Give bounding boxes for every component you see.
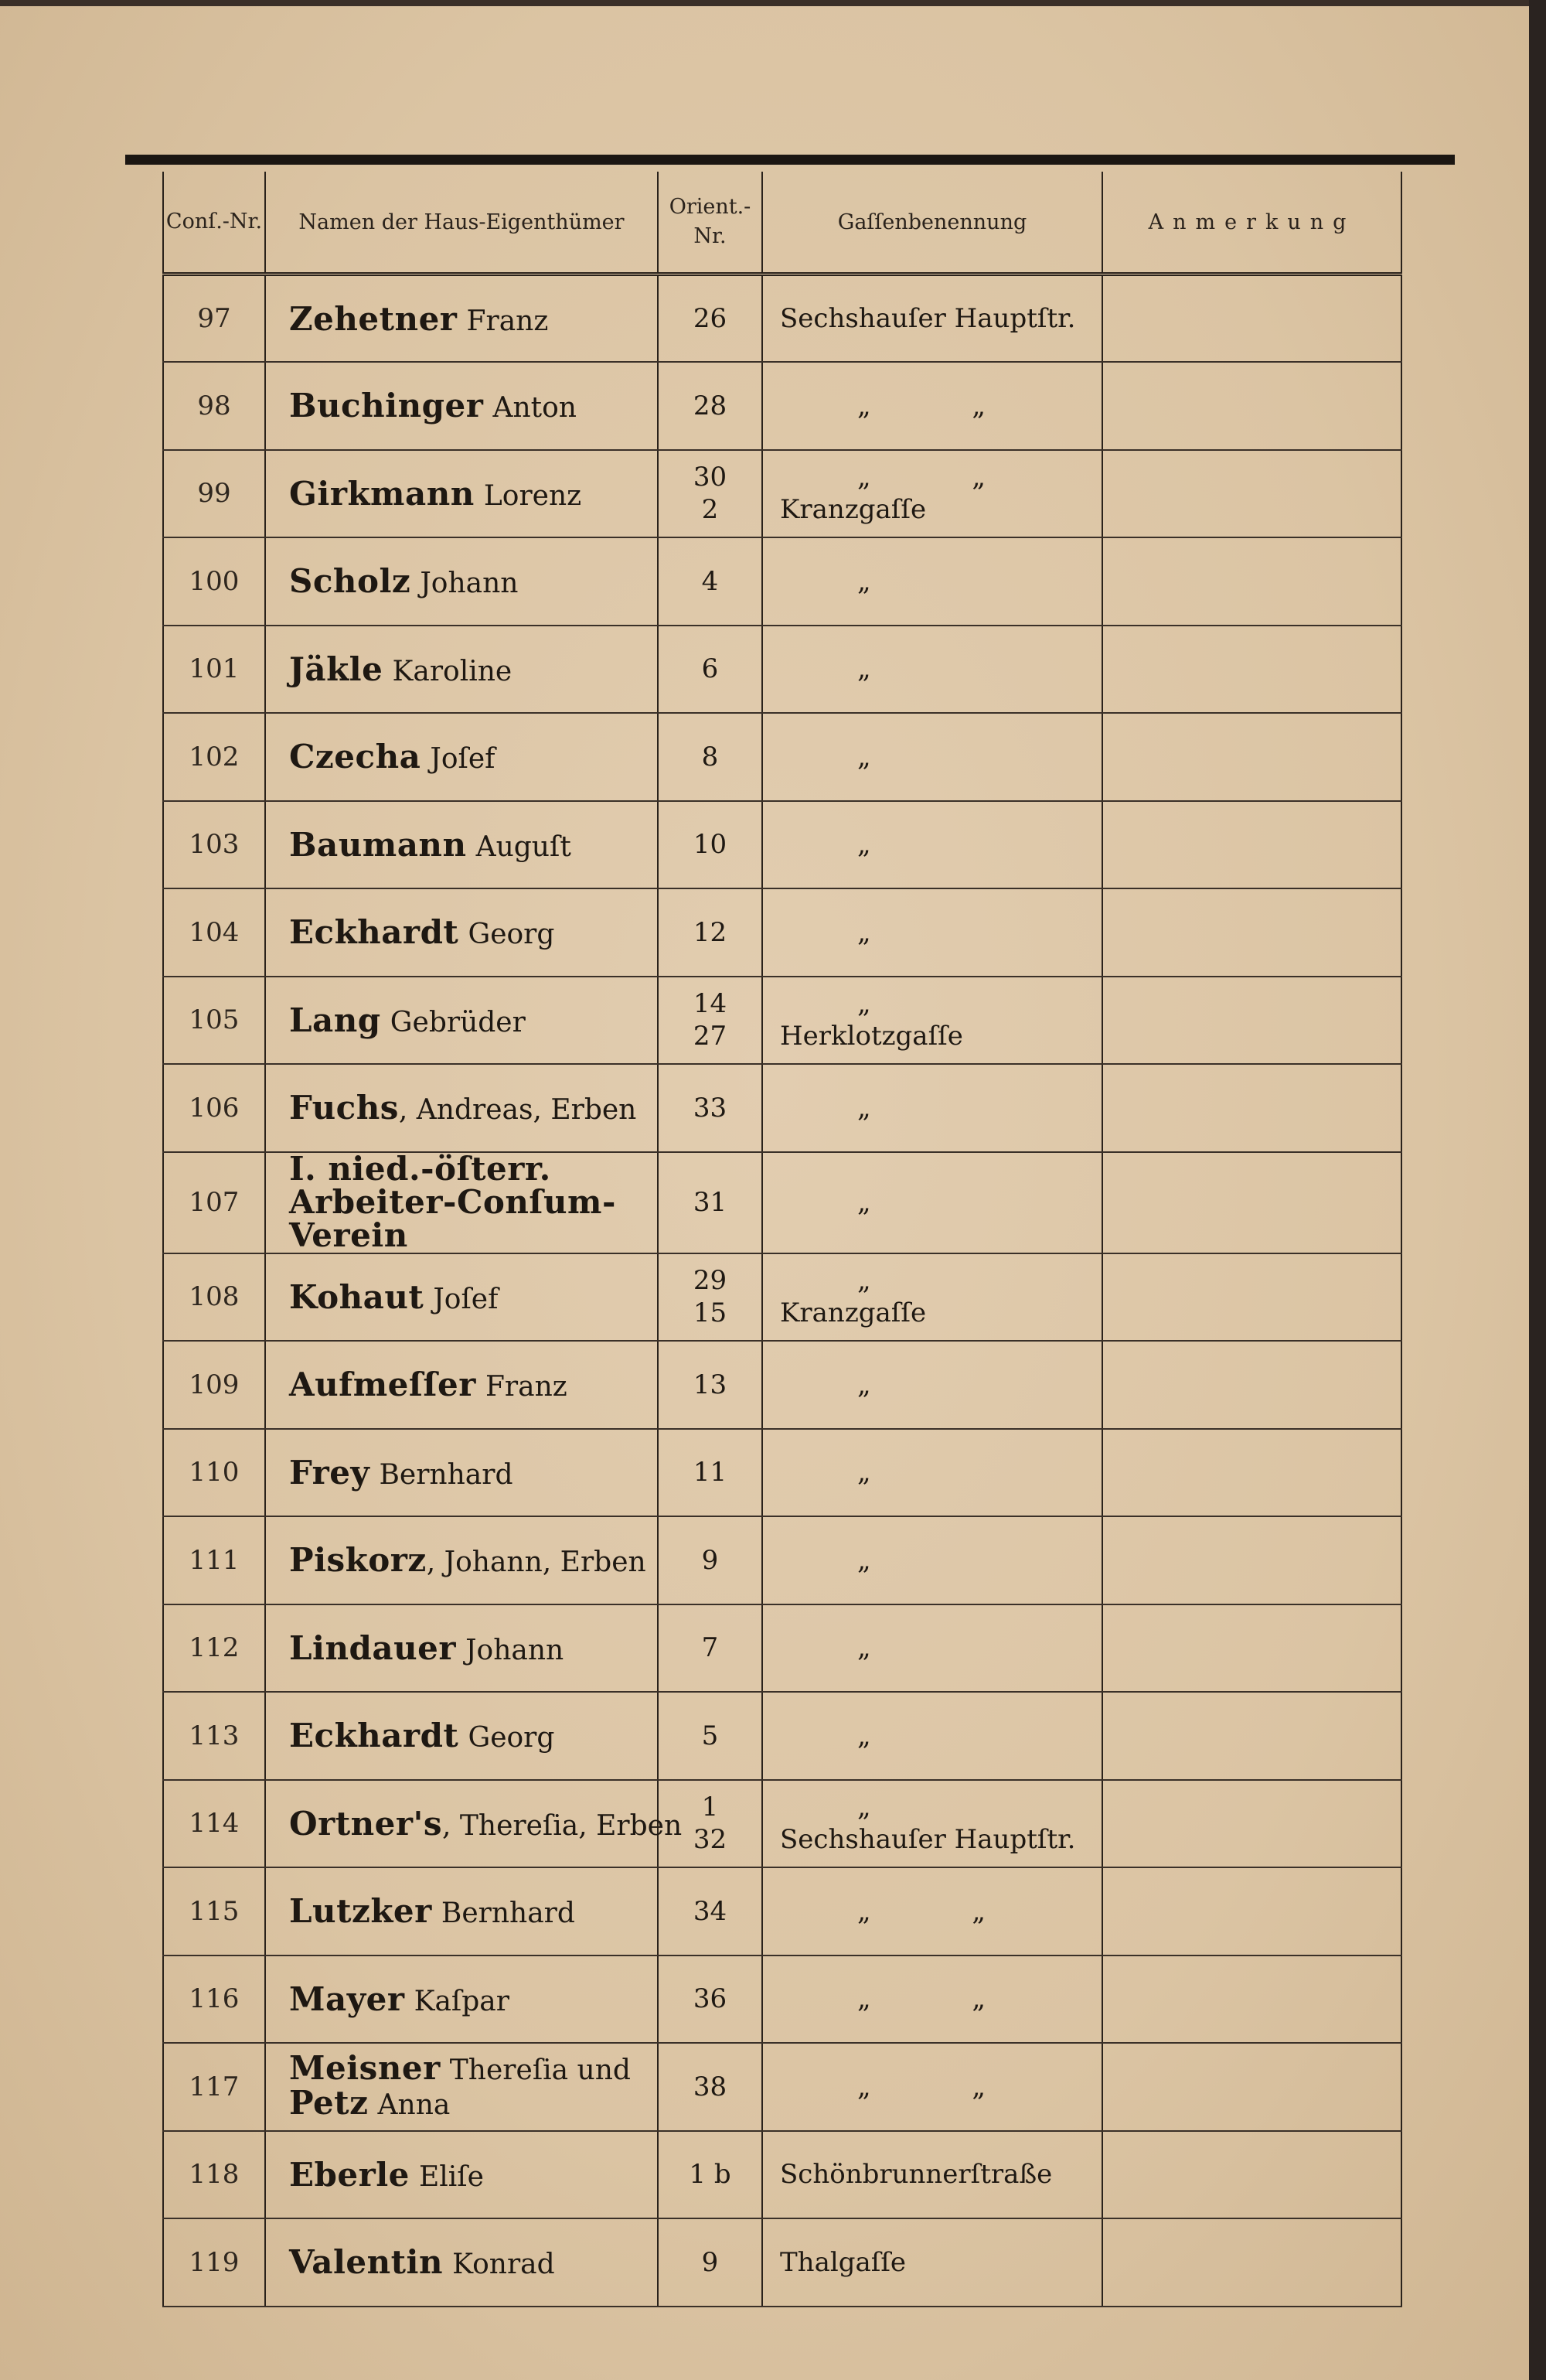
orient-nr-cell — [658, 1152, 762, 1253]
owner-surname: Baumann — [289, 825, 467, 864]
orient-nr-value: 34 — [693, 1895, 727, 1927]
orient-nr-value: 9 — [701, 1544, 719, 1576]
street-name: Schönbrunnerſtraße — [780, 2159, 1053, 2191]
ditto-mark: „ — [857, 829, 918, 861]
remarks-cell — [1102, 450, 1401, 538]
orient-nr-value: 31 — [693, 1187, 727, 1218]
owner-name-cell — [265, 626, 658, 714]
table-header-row — [163, 172, 1401, 274]
owner-surname: Valentin — [289, 2243, 444, 2282]
cons-nr-cell: 115 — [163, 1867, 265, 1955]
orient-nr-value: 7 — [701, 1632, 719, 1664]
owner-given-name: Georg — [468, 1722, 555, 1754]
owner-surname: Meisner — [289, 2048, 441, 2087]
header-street-name: Gaſſenbenennung — [762, 172, 1102, 274]
orient-nr-value: 2 — [701, 494, 719, 526]
orient-nr-cell — [658, 1064, 762, 1152]
orient-nr-value: 36 — [693, 1983, 727, 2015]
remarks-cell — [1102, 1152, 1401, 1253]
remarks-cell — [1102, 1064, 1401, 1152]
cons-nr-cell: 114 — [163, 1780, 265, 1868]
ditto-mark: „ „ — [857, 390, 1033, 421]
header-owner-names: Namen der Haus-Eigenthümer — [265, 172, 658, 274]
orient-nr-cell — [658, 2131, 762, 2219]
street-name-cell — [762, 1341, 1102, 1429]
orient-nr-value: 33 — [693, 1092, 727, 1124]
owner-given-name: Anna — [377, 2088, 451, 2121]
owner-given-name: , Andreas, Erben — [398, 1094, 637, 1127]
street-name-cell — [762, 713, 1102, 801]
owner-name-cell — [265, 2131, 658, 2219]
street-name: Sechshauſer Hauptſtr. — [780, 1824, 1076, 1856]
orient-nr-cell — [658, 2218, 762, 2307]
cons-nr-cell: 117 — [163, 2043, 265, 2131]
cons-nr-cell: 104 — [163, 888, 265, 977]
ditto-mark: „ — [857, 741, 918, 772]
owner-given-name: Bernhard — [441, 1898, 575, 1930]
table-row — [163, 450, 1401, 538]
orient-nr-value: 8 — [701, 741, 719, 772]
ditto-mark: „ — [857, 1187, 918, 1218]
table-body — [163, 274, 1401, 2307]
orient-nr-cell — [658, 1516, 762, 1604]
ditto-mark: „ — [857, 916, 918, 948]
page-top-edge — [0, 0, 1546, 6]
ditto-mark: „ — [857, 653, 918, 685]
orient-nr-cell — [658, 2043, 762, 2131]
owner-surname: Mayer — [289, 1979, 405, 2018]
street-name-cell — [762, 2218, 1102, 2307]
orient-nr-value: 27 — [693, 1021, 727, 1052]
table-row — [163, 713, 1401, 801]
orient-nr-value: 12 — [693, 916, 727, 948]
owner-name-cell — [265, 2043, 658, 2131]
remarks-cell — [1102, 1780, 1401, 1868]
orient-nr-cell — [658, 1955, 762, 2044]
orient-nr-cell — [658, 977, 762, 1065]
orient-nr-value: 10 — [693, 829, 727, 861]
owner-given-name: Konrad — [452, 2249, 555, 2281]
cons-nr-cell: 103 — [163, 801, 265, 889]
table-row — [163, 1780, 1401, 1868]
street-name: Herklotzgaſſe — [780, 1021, 963, 1052]
ditto-mark: „ — [857, 1720, 918, 1751]
orient-nr-cell — [658, 713, 762, 801]
orient-nr-cell — [658, 1867, 762, 1955]
table-row — [163, 1604, 1401, 1693]
ditto-mark: „ — [857, 1092, 918, 1124]
owner-surname: I. nied.-öſterr. Arbeiter-Conſum-Verein — [289, 1149, 616, 1254]
owner-given-name: Georg — [468, 919, 555, 951]
owner-name-cell — [265, 1341, 658, 1429]
remarks-cell — [1102, 888, 1401, 977]
orient-nr-value: 1 — [701, 1792, 719, 1823]
cons-nr-cell: 107 — [163, 1152, 265, 1253]
owner-name-cell — [265, 1516, 658, 1604]
owner-name-cell — [265, 713, 658, 801]
remarks-cell — [1102, 801, 1401, 889]
cons-nr-cell: 109 — [163, 1341, 265, 1429]
orient-nr-value: 6 — [701, 653, 719, 685]
house-owner-table — [162, 172, 1402, 2307]
owner-given-name: Bernhard — [379, 1458, 513, 1491]
street-name-cell — [762, 1152, 1102, 1253]
remarks-cell — [1102, 2043, 1401, 2131]
cons-nr-cell: 111 — [163, 1516, 265, 1604]
owner-given-name: , Johann, Erben — [426, 1546, 646, 1579]
owner-name-cell — [265, 1955, 658, 2044]
remarks-cell — [1102, 1867, 1401, 1955]
orient-nr-value: 1 b — [689, 2159, 731, 2191]
remarks-cell — [1102, 1604, 1401, 1693]
table-row — [163, 2043, 1401, 2131]
orient-nr-value: 26 — [693, 303, 727, 334]
owner-surname: Petz — [289, 2083, 369, 2122]
owner-given-name: Kaſpar — [414, 1985, 509, 2017]
top-rule — [125, 155, 1455, 165]
street-name-cell — [762, 450, 1102, 538]
cons-nr-cell: 97 — [163, 274, 265, 363]
owner-given-name: Joſef — [430, 743, 495, 776]
table-row — [163, 1867, 1401, 1955]
street-name-cell — [762, 626, 1102, 714]
table-row — [163, 1692, 1401, 1780]
table-row — [163, 1341, 1401, 1429]
table-row — [163, 1429, 1401, 1517]
cons-nr-cell: 106 — [163, 1064, 265, 1152]
table-row — [163, 888, 1401, 977]
orient-nr-value: 5 — [701, 1720, 719, 1751]
cons-nr-cell: 118 — [163, 2131, 265, 2219]
orient-nr-value: 11 — [693, 1457, 727, 1488]
ditto-mark: „ „ — [857, 1983, 1033, 2015]
cons-nr-cell: 116 — [163, 1955, 265, 2044]
owner-given-name: , Thereſia, Erben — [442, 1809, 683, 1842]
ditto-mark: „ — [857, 1457, 918, 1488]
street-name-cell — [762, 977, 1102, 1065]
owner-surname: Frey — [289, 1453, 370, 1492]
orient-nr-cell — [658, 888, 762, 977]
table-row — [163, 537, 1401, 626]
remarks-cell — [1102, 362, 1401, 450]
owner-given-name: Karoline — [392, 655, 512, 687]
owner-name-cell — [265, 1867, 658, 1955]
ditto-mark: „ „ — [857, 1895, 1033, 1927]
cons-nr-cell: 119 — [163, 2218, 265, 2307]
street-name-cell — [762, 2131, 1102, 2219]
owner-name-cell — [265, 537, 658, 626]
owner-given-name: Lorenz — [483, 479, 582, 512]
remarks-cell — [1102, 274, 1401, 363]
street-name: Sechshauſer Hauptſtr. — [780, 303, 1076, 334]
owner-given-name: Thereſia und — [449, 2054, 631, 2086]
street-name-cell — [762, 537, 1102, 626]
cons-nr-cell: 108 — [163, 1253, 265, 1342]
owner-given-name: Franz — [485, 1371, 567, 1403]
owner-name-cell — [265, 1604, 658, 1693]
remarks-cell — [1102, 2131, 1401, 2219]
remarks-cell — [1102, 626, 1401, 714]
orient-nr-value: 9 — [701, 2246, 719, 2278]
owner-name-cell — [265, 362, 658, 450]
ditto-mark: „ — [857, 1369, 918, 1400]
remarks-cell — [1102, 1429, 1401, 1517]
table-row — [163, 1152, 1401, 1253]
remarks-cell — [1102, 1516, 1401, 1604]
owner-name-cell — [265, 1149, 658, 1254]
cons-nr-cell: 99 — [163, 450, 265, 538]
street-name-cell — [762, 1604, 1102, 1693]
owner-given-name: Gebrüder — [390, 1006, 526, 1038]
owner-surname: Jäkle — [289, 650, 383, 688]
owner-surname: Buchinger — [289, 387, 484, 425]
orient-nr-cell — [658, 626, 762, 714]
orient-nr-cell — [658, 537, 762, 626]
owner-name-cell — [265, 888, 658, 977]
remarks-cell — [1102, 977, 1401, 1065]
remarks-cell — [1102, 1341, 1401, 1429]
cons-nr-cell: 98 — [163, 362, 265, 450]
remarks-cell — [1102, 537, 1401, 626]
orient-nr-cell — [658, 1429, 762, 1517]
owner-given-name: Johann — [420, 568, 519, 600]
orient-nr-cell — [658, 450, 762, 538]
owner-surname: Lutzker — [289, 1892, 432, 1931]
orient-nr-value: 4 — [701, 565, 719, 597]
orient-nr-cell — [658, 801, 762, 889]
street-name-cell — [762, 1516, 1102, 1604]
cons-nr-cell: 105 — [163, 977, 265, 1065]
owner-surname: Fuchs — [289, 1089, 399, 1127]
orient-nr-cell — [658, 1341, 762, 1429]
table-row — [163, 977, 1401, 1065]
orient-nr-value: 13 — [693, 1369, 727, 1400]
owner-name-cell — [265, 274, 658, 363]
owner-name-cell — [265, 1253, 658, 1342]
street-name-cell — [762, 888, 1102, 977]
owner-given-name: Joſef — [433, 1283, 499, 1315]
orient-nr-cell — [658, 1253, 762, 1342]
street-name-cell — [762, 1064, 1102, 1152]
table-row — [163, 626, 1401, 714]
owner-surname: Piskorz — [289, 1541, 427, 1580]
orient-nr-cell — [658, 274, 762, 363]
table-row — [163, 1253, 1401, 1342]
street-name-cell — [762, 1429, 1102, 1517]
remarks-cell — [1102, 713, 1401, 801]
street-name-cell — [762, 1692, 1102, 1780]
street-name-cell — [762, 1867, 1102, 1955]
orient-nr-value: 32 — [693, 1824, 727, 1856]
remarks-cell — [1102, 1253, 1401, 1342]
ditto-mark: „ — [857, 565, 918, 597]
table-row — [163, 1064, 1401, 1152]
street-name-cell — [762, 2043, 1102, 2131]
owner-surname: Aufmeſſer — [289, 1366, 476, 1404]
table-row — [163, 1955, 1401, 2044]
ditto-mark: „ „ — [857, 462, 1033, 493]
owner-name-cell — [265, 1064, 658, 1152]
ditto-mark: „ „ — [857, 2071, 1033, 2102]
street-name: Kranzgaſſe — [780, 494, 927, 526]
cons-nr-cell: 113 — [163, 1692, 265, 1780]
street-name-cell — [762, 801, 1102, 889]
table-row — [163, 801, 1401, 889]
owner-name-cell — [265, 977, 658, 1065]
street-name: Kranzgaſſe — [780, 1297, 927, 1329]
owner-given-name: Franz — [466, 305, 549, 337]
orient-nr-value: 29 — [693, 1265, 727, 1297]
street-name-cell — [762, 1955, 1102, 2044]
owner-name-cell — [265, 2218, 658, 2307]
cons-nr-cell: 110 — [163, 1429, 265, 1517]
owner-given-name: Johann — [465, 1634, 564, 1666]
orient-nr-cell — [658, 362, 762, 450]
owner-name-cell — [265, 1692, 658, 1780]
street-name-cell — [762, 274, 1102, 363]
street-name-cell — [762, 1253, 1102, 1342]
orient-nr-value: 30 — [693, 462, 727, 493]
street-name-cell — [762, 1780, 1102, 1868]
ditto-mark: „ — [857, 988, 918, 1020]
orient-nr-value: 14 — [693, 988, 727, 1020]
header-orient-nr: Orient.-Nr. — [658, 172, 762, 274]
owner-surname: Ortner's — [289, 1804, 443, 1843]
ditto-mark: „ — [857, 1632, 918, 1664]
table-row — [163, 2218, 1401, 2307]
owner-given-name: Eliſe — [419, 2160, 484, 2193]
remarks-cell — [1102, 2218, 1401, 2307]
owner-surname: Girkmann — [289, 474, 475, 513]
cons-nr-cell: 102 — [163, 713, 265, 801]
owner-name-cell — [265, 450, 658, 538]
cons-nr-cell: 101 — [163, 626, 265, 714]
cons-nr-cell: 100 — [163, 537, 265, 626]
owner-surname: Lang — [289, 1001, 381, 1039]
owner-name-cell — [265, 1780, 683, 1868]
orient-nr-value: 38 — [693, 2071, 727, 2102]
street-name-cell — [762, 362, 1102, 450]
owner-name-cell — [265, 1429, 658, 1517]
orient-nr-cell — [658, 1692, 762, 1780]
owner-surname: Eberle — [289, 2155, 410, 2194]
table-row — [163, 274, 1401, 363]
remarks-cell — [1102, 1692, 1401, 1780]
header-cons-nr: Conſ.-Nr. — [163, 172, 265, 274]
owner-surname: Scholz — [289, 562, 411, 601]
ditto-mark: „ — [857, 1792, 918, 1823]
orient-nr-value: 28 — [693, 390, 727, 421]
owner-surname: Eckhardt — [289, 913, 459, 952]
cons-nr-cell: 112 — [163, 1604, 265, 1693]
owner-surname: Zehetner — [289, 299, 458, 338]
orient-nr-cell — [658, 1604, 762, 1693]
table-row — [163, 362, 1401, 450]
table-row — [163, 1516, 1401, 1604]
ditto-mark: „ — [857, 1265, 918, 1297]
header-remarks: Anmerkung — [1102, 172, 1401, 274]
owner-given-name: Anton — [492, 392, 577, 425]
table-row — [163, 2131, 1401, 2219]
remarks-cell — [1102, 1955, 1401, 2044]
orient-nr-value: 15 — [693, 1297, 727, 1329]
owner-surname: Czecha — [289, 738, 421, 776]
street-name: Thalgaſſe — [780, 2246, 907, 2278]
owner-surname: Eckhardt — [289, 1717, 459, 1755]
owner-surname: Lindauer — [289, 1628, 456, 1667]
ditto-mark: „ — [857, 1544, 918, 1576]
owner-given-name: Auguſt — [475, 830, 571, 863]
owner-name-cell — [265, 801, 658, 889]
page-right-edge — [1529, 0, 1546, 2380]
owner-surname: Kohaut — [289, 1277, 424, 1316]
